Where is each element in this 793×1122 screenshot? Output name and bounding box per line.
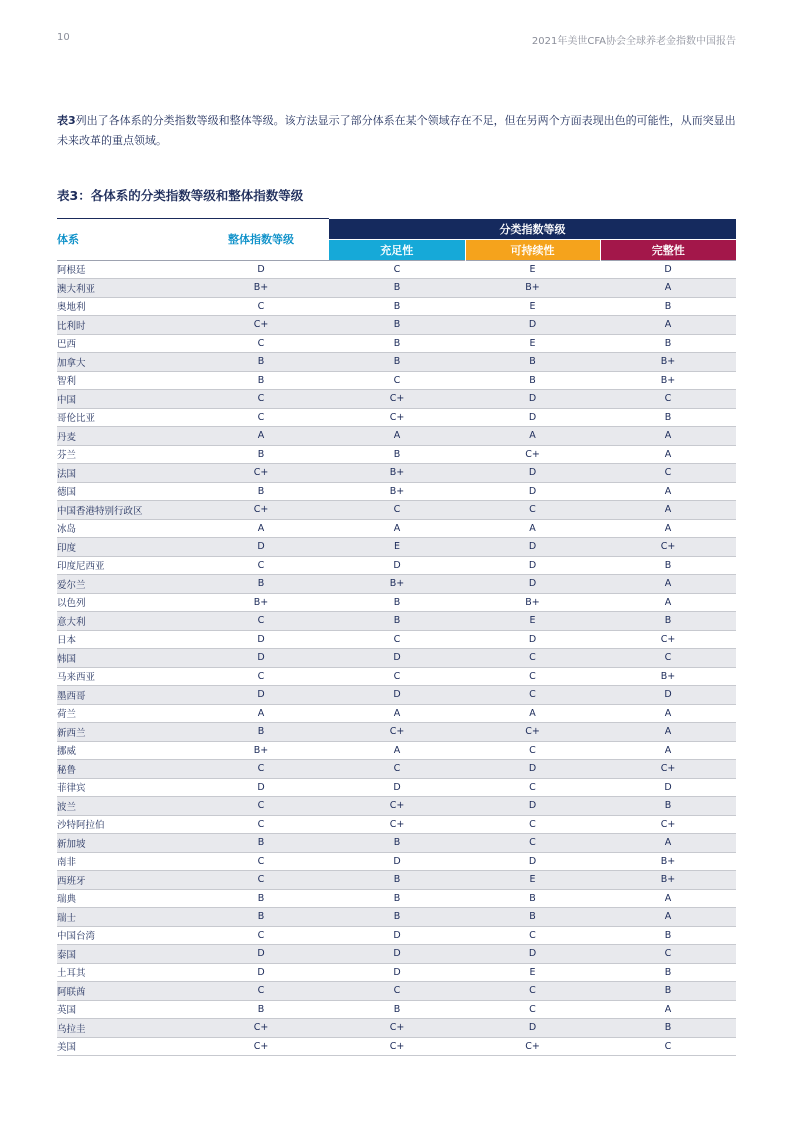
- sustainability-grade-cell: C: [465, 834, 600, 853]
- table-row: [57, 667, 736, 686]
- system-name-cell: 瑞士: [57, 908, 193, 927]
- system-name-cell: 阿根廷: [57, 260, 193, 279]
- overall-grade-cell: D: [193, 260, 329, 279]
- sustainability-grade-cell: A: [465, 519, 600, 538]
- adequacy-grade-cell: D: [329, 945, 465, 964]
- sustainability-grade-cell: B+: [465, 279, 600, 298]
- table-row: [57, 464, 736, 483]
- table-row: [57, 908, 736, 927]
- overall-grade-cell: D: [193, 686, 329, 705]
- table-row: [57, 501, 736, 520]
- table-row: [57, 963, 736, 982]
- overall-grade-cell: C: [193, 556, 329, 575]
- adequacy-grade-cell: B+: [329, 482, 465, 501]
- integrity-grade-cell: A: [600, 501, 736, 520]
- integrity-grade-cell: A: [600, 908, 736, 927]
- header-sustainability: 可持续性: [465, 239, 600, 260]
- sustainability-grade-cell: D: [465, 482, 600, 501]
- table-row: [57, 889, 736, 908]
- system-name-cell: 新西兰: [57, 723, 193, 742]
- integrity-grade-cell: B: [600, 982, 736, 1001]
- adequacy-grade-cell: B: [329, 612, 465, 631]
- header-sub-index-group: 分类指数等级: [329, 219, 736, 240]
- adequacy-grade-cell: D: [329, 649, 465, 668]
- overall-grade-cell: B: [193, 445, 329, 464]
- system-name-cell: 土耳其: [57, 963, 193, 982]
- system-name-cell: 南非: [57, 852, 193, 871]
- table-row: [57, 408, 736, 427]
- integrity-grade-cell: B+: [600, 371, 736, 390]
- sustainability-grade-cell: B: [465, 371, 600, 390]
- integrity-grade-cell: A: [600, 519, 736, 538]
- integrity-grade-cell: B+: [600, 871, 736, 890]
- adequacy-grade-cell: C+: [329, 815, 465, 834]
- overall-grade-cell: C+: [193, 464, 329, 483]
- system-name-cell: 马来西亚: [57, 667, 193, 686]
- table-title: 表3：各体系的分类指数等级和整体指数等级: [57, 188, 304, 203]
- integrity-grade-cell: B: [600, 334, 736, 353]
- table-row: [57, 334, 736, 353]
- sustainability-grade-cell: B: [465, 353, 600, 372]
- sustainability-grade-cell: C: [465, 815, 600, 834]
- adequacy-grade-cell: D: [329, 963, 465, 982]
- overall-grade-cell: B: [193, 723, 329, 742]
- integrity-grade-cell: D: [600, 260, 736, 279]
- system-name-cell: 英国: [57, 1000, 193, 1019]
- table-row: [57, 1000, 736, 1019]
- adequacy-grade-cell: B+: [329, 575, 465, 594]
- table-row: [57, 982, 736, 1001]
- system-name-cell: 秘鲁: [57, 760, 193, 779]
- system-name-cell: 阿联酋: [57, 982, 193, 1001]
- table-row: [57, 575, 736, 594]
- integrity-grade-cell: A: [600, 445, 736, 464]
- sustainability-grade-cell: D: [465, 945, 600, 964]
- table-row: [57, 316, 736, 335]
- sustainability-grade-cell: D: [465, 760, 600, 779]
- system-name-cell: 美国: [57, 1037, 193, 1056]
- table-row: [57, 815, 736, 834]
- adequacy-grade-cell: D: [329, 926, 465, 945]
- overall-grade-cell: C: [193, 852, 329, 871]
- integrity-grade-cell: A: [600, 704, 736, 723]
- integrity-grade-cell: A: [600, 593, 736, 612]
- table-row: [57, 649, 736, 668]
- integrity-grade-cell: B: [600, 963, 736, 982]
- adequacy-grade-cell: D: [329, 778, 465, 797]
- table-row: [57, 926, 736, 945]
- integrity-grade-cell: B: [600, 297, 736, 316]
- adequacy-grade-cell: B: [329, 316, 465, 335]
- system-name-cell: 荷兰: [57, 704, 193, 723]
- table-row: [57, 945, 736, 964]
- overall-grade-cell: A: [193, 519, 329, 538]
- table-row: [57, 297, 736, 316]
- adequacy-grade-cell: C: [329, 371, 465, 390]
- integrity-grade-cell: A: [600, 741, 736, 760]
- sustainability-grade-cell: C+: [465, 1037, 600, 1056]
- adequacy-grade-cell: B: [329, 889, 465, 908]
- table-row: [57, 852, 736, 871]
- integrity-grade-cell: C: [600, 390, 736, 409]
- sustainability-grade-cell: C+: [465, 445, 600, 464]
- integrity-grade-cell: B: [600, 1019, 736, 1038]
- sustainability-grade-cell: C: [465, 926, 600, 945]
- sustainability-grade-cell: B+: [465, 593, 600, 612]
- system-name-cell: 中国: [57, 390, 193, 409]
- adequacy-grade-cell: B+: [329, 464, 465, 483]
- sustainability-grade-cell: D: [465, 408, 600, 427]
- overall-grade-cell: D: [193, 945, 329, 964]
- system-name-cell: 瑞典: [57, 889, 193, 908]
- overall-grade-cell: B: [193, 889, 329, 908]
- overall-grade-cell: A: [193, 704, 329, 723]
- sustainability-grade-cell: D: [465, 1019, 600, 1038]
- system-name-cell: 爱尔兰: [57, 575, 193, 594]
- table-row: [57, 797, 736, 816]
- table-header: [57, 219, 736, 261]
- sustainability-grade-cell: C: [465, 501, 600, 520]
- sustainability-grade-cell: C: [465, 649, 600, 668]
- header-integrity: 完整性: [600, 239, 736, 260]
- integrity-grade-cell: B: [600, 408, 736, 427]
- system-name-cell: 法国: [57, 464, 193, 483]
- overall-grade-cell: B: [193, 834, 329, 853]
- overall-grade-cell: D: [193, 778, 329, 797]
- sustainability-grade-cell: E: [465, 260, 600, 279]
- overall-grade-cell: B: [193, 371, 329, 390]
- system-name-cell: 芬兰: [57, 445, 193, 464]
- table-row: [57, 778, 736, 797]
- sustainability-grade-cell: D: [465, 575, 600, 594]
- sustainability-grade-cell: D: [465, 464, 600, 483]
- integrity-grade-cell: A: [600, 316, 736, 335]
- system-name-cell: 中国香港特别行政区: [57, 501, 193, 520]
- integrity-grade-cell: A: [600, 482, 736, 501]
- adequacy-grade-cell: B: [329, 593, 465, 612]
- overall-grade-cell: C: [193, 815, 329, 834]
- table-row: [57, 260, 736, 279]
- intro-text: 列出了各体系的分类指数等级和整体等级。该方法显示了部分体系在某个领域存在不足，但在另两个方面表现出色的可能性，从而突显出未来改革的重点领域。: [57, 114, 736, 147]
- overall-grade-cell: C: [193, 926, 329, 945]
- adequacy-grade-cell: C+: [329, 1037, 465, 1056]
- system-name-cell: 新加坡: [57, 834, 193, 853]
- integrity-grade-cell: A: [600, 834, 736, 853]
- sustainability-grade-cell: D: [465, 316, 600, 335]
- page-number: 10: [57, 32, 70, 43]
- system-name-cell: 哥伦比亚: [57, 408, 193, 427]
- header-overall-grade: 整体指数等级: [193, 219, 329, 261]
- system-name-cell: 沙特阿拉伯: [57, 815, 193, 834]
- system-name-cell: 泰国: [57, 945, 193, 964]
- sustainability-grade-cell: D: [465, 390, 600, 409]
- overall-grade-cell: C: [193, 408, 329, 427]
- overall-grade-cell: C: [193, 612, 329, 631]
- adequacy-grade-cell: B: [329, 1000, 465, 1019]
- integrity-grade-cell: C: [600, 649, 736, 668]
- sustainability-grade-cell: A: [465, 704, 600, 723]
- integrity-grade-cell: B+: [600, 667, 736, 686]
- integrity-grade-cell: D: [600, 778, 736, 797]
- table-row: [57, 371, 736, 390]
- integrity-grade-cell: A: [600, 279, 736, 298]
- table-row: [57, 834, 736, 853]
- overall-grade-cell: B+: [193, 279, 329, 298]
- overall-grade-cell: B: [193, 482, 329, 501]
- system-name-cell: 奥地利: [57, 297, 193, 316]
- table-row: [57, 556, 736, 575]
- grades-table: [57, 218, 736, 1056]
- sustainability-grade-cell: D: [465, 797, 600, 816]
- sustainability-grade-cell: D: [465, 852, 600, 871]
- sustainability-grade-cell: D: [465, 538, 600, 557]
- adequacy-grade-cell: D: [329, 686, 465, 705]
- adequacy-grade-cell: C+: [329, 797, 465, 816]
- header-system: 体系: [57, 219, 193, 261]
- integrity-grade-cell: A: [600, 1000, 736, 1019]
- system-name-cell: 乌拉圭: [57, 1019, 193, 1038]
- adequacy-grade-cell: B: [329, 279, 465, 298]
- overall-grade-cell: B: [193, 575, 329, 594]
- integrity-grade-cell: C: [600, 945, 736, 964]
- overall-grade-cell: B: [193, 1000, 329, 1019]
- adequacy-grade-cell: B: [329, 353, 465, 372]
- table-row: [57, 630, 736, 649]
- table-row: [57, 760, 736, 779]
- system-name-cell: 澳大利亚: [57, 279, 193, 298]
- adequacy-grade-cell: A: [329, 519, 465, 538]
- sustainability-grade-cell: C: [465, 1000, 600, 1019]
- system-name-cell: 日本: [57, 630, 193, 649]
- integrity-grade-cell: B: [600, 612, 736, 631]
- table-body: [57, 260, 736, 1056]
- integrity-grade-cell: A: [600, 723, 736, 742]
- overall-grade-cell: D: [193, 963, 329, 982]
- table-row: [57, 279, 736, 298]
- table-row: [57, 353, 736, 372]
- overall-grade-cell: C+: [193, 1037, 329, 1056]
- table-row: [57, 871, 736, 890]
- integrity-grade-cell: A: [600, 427, 736, 446]
- sustainability-grade-cell: E: [465, 963, 600, 982]
- system-name-cell: 印度尼西亚: [57, 556, 193, 575]
- system-name-cell: 菲律宾: [57, 778, 193, 797]
- sustainability-grade-cell: B: [465, 908, 600, 927]
- integrity-grade-cell: B: [600, 797, 736, 816]
- overall-grade-cell: C+: [193, 1019, 329, 1038]
- overall-grade-cell: D: [193, 630, 329, 649]
- adequacy-grade-cell: E: [329, 538, 465, 557]
- report-header-title: 2021年美世CFA协会全球养老金指数中国报告: [531, 36, 736, 47]
- integrity-grade-cell: C: [600, 1037, 736, 1056]
- adequacy-grade-cell: C: [329, 501, 465, 520]
- integrity-grade-cell: C+: [600, 815, 736, 834]
- integrity-grade-cell: B+: [600, 852, 736, 871]
- system-name-cell: 智利: [57, 371, 193, 390]
- table-row: [57, 445, 736, 464]
- sustainability-grade-cell: E: [465, 612, 600, 631]
- adequacy-grade-cell: B: [329, 334, 465, 353]
- integrity-grade-cell: B: [600, 926, 736, 945]
- system-name-cell: 丹麦: [57, 427, 193, 446]
- overall-grade-cell: B+: [193, 593, 329, 612]
- adequacy-grade-cell: B: [329, 871, 465, 890]
- system-name-cell: 中国台湾: [57, 926, 193, 945]
- table-row: [57, 686, 736, 705]
- table-row: [57, 482, 736, 501]
- overall-grade-cell: C+: [193, 316, 329, 335]
- adequacy-grade-cell: B: [329, 297, 465, 316]
- table-row: [57, 741, 736, 760]
- overall-grade-cell: C: [193, 797, 329, 816]
- adequacy-grade-cell: B: [329, 445, 465, 464]
- adequacy-grade-cell: B: [329, 908, 465, 927]
- adequacy-grade-cell: C: [329, 630, 465, 649]
- overall-grade-cell: C: [193, 760, 329, 779]
- table-row: [57, 390, 736, 409]
- overall-grade-cell: C: [193, 982, 329, 1001]
- system-name-cell: 波兰: [57, 797, 193, 816]
- sustainability-grade-cell: C: [465, 667, 600, 686]
- overall-grade-cell: B+: [193, 741, 329, 760]
- integrity-grade-cell: B: [600, 556, 736, 575]
- adequacy-grade-cell: C: [329, 667, 465, 686]
- sustainability-grade-cell: D: [465, 630, 600, 649]
- adequacy-grade-cell: C: [329, 260, 465, 279]
- system-name-cell: 加拿大: [57, 353, 193, 372]
- overall-grade-cell: A: [193, 427, 329, 446]
- adequacy-grade-cell: C+: [329, 408, 465, 427]
- sustainability-grade-cell: C: [465, 686, 600, 705]
- table-row: [57, 704, 736, 723]
- adequacy-grade-cell: C+: [329, 1019, 465, 1038]
- integrity-grade-cell: D: [600, 686, 736, 705]
- integrity-grade-cell: C+: [600, 630, 736, 649]
- overall-grade-cell: D: [193, 538, 329, 557]
- integrity-grade-cell: B+: [600, 353, 736, 372]
- integrity-grade-cell: C+: [600, 538, 736, 557]
- overall-grade-cell: C: [193, 667, 329, 686]
- overall-grade-cell: D: [193, 649, 329, 668]
- adequacy-grade-cell: D: [329, 556, 465, 575]
- adequacy-grade-cell: A: [329, 704, 465, 723]
- header-adequacy: 充足性: [329, 239, 465, 260]
- system-name-cell: 印度: [57, 538, 193, 557]
- sustainability-grade-cell: C: [465, 778, 600, 797]
- system-name-cell: 墨西哥: [57, 686, 193, 705]
- sustainability-grade-cell: C+: [465, 723, 600, 742]
- sustainability-grade-cell: B: [465, 889, 600, 908]
- adequacy-grade-cell: D: [329, 852, 465, 871]
- overall-grade-cell: B: [193, 353, 329, 372]
- table-row: [57, 1037, 736, 1056]
- system-name-cell: 冰岛: [57, 519, 193, 538]
- system-name-cell: 以色列: [57, 593, 193, 612]
- adequacy-grade-cell: B: [329, 834, 465, 853]
- adequacy-grade-cell: C: [329, 760, 465, 779]
- sustainability-grade-cell: A: [465, 427, 600, 446]
- system-name-cell: 比利时: [57, 316, 193, 335]
- adequacy-grade-cell: C+: [329, 390, 465, 409]
- table-row: [57, 612, 736, 631]
- integrity-grade-cell: C+: [600, 760, 736, 779]
- integrity-grade-cell: A: [600, 575, 736, 594]
- table-row: [57, 593, 736, 612]
- table-row: [57, 723, 736, 742]
- system-name-cell: 德国: [57, 482, 193, 501]
- adequacy-grade-cell: A: [329, 741, 465, 760]
- intro-paragraph: [57, 111, 740, 151]
- sustainability-grade-cell: C: [465, 982, 600, 1001]
- overall-grade-cell: C: [193, 334, 329, 353]
- adequacy-grade-cell: C+: [329, 723, 465, 742]
- table-row: [57, 1019, 736, 1038]
- sustainability-grade-cell: E: [465, 334, 600, 353]
- intro-bold-ref: 表3: [57, 114, 76, 127]
- overall-grade-cell: C+: [193, 501, 329, 520]
- system-name-cell: 西班牙: [57, 871, 193, 890]
- overall-grade-cell: B: [193, 908, 329, 927]
- system-name-cell: 韩国: [57, 649, 193, 668]
- overall-grade-cell: C: [193, 390, 329, 409]
- system-name-cell: 挪威: [57, 741, 193, 760]
- system-name-cell: 意大利: [57, 612, 193, 631]
- integrity-grade-cell: A: [600, 889, 736, 908]
- table-row: [57, 427, 736, 446]
- sustainability-grade-cell: E: [465, 297, 600, 316]
- sustainability-grade-cell: C: [465, 741, 600, 760]
- integrity-grade-cell: C: [600, 464, 736, 483]
- system-name-cell: 巴西: [57, 334, 193, 353]
- overall-grade-cell: C: [193, 871, 329, 890]
- adequacy-grade-cell: A: [329, 427, 465, 446]
- sustainability-grade-cell: D: [465, 556, 600, 575]
- adequacy-grade-cell: C: [329, 982, 465, 1001]
- sustainability-grade-cell: E: [465, 871, 600, 890]
- table-row: [57, 538, 736, 557]
- overall-grade-cell: C: [193, 297, 329, 316]
- table-row: [57, 519, 736, 538]
